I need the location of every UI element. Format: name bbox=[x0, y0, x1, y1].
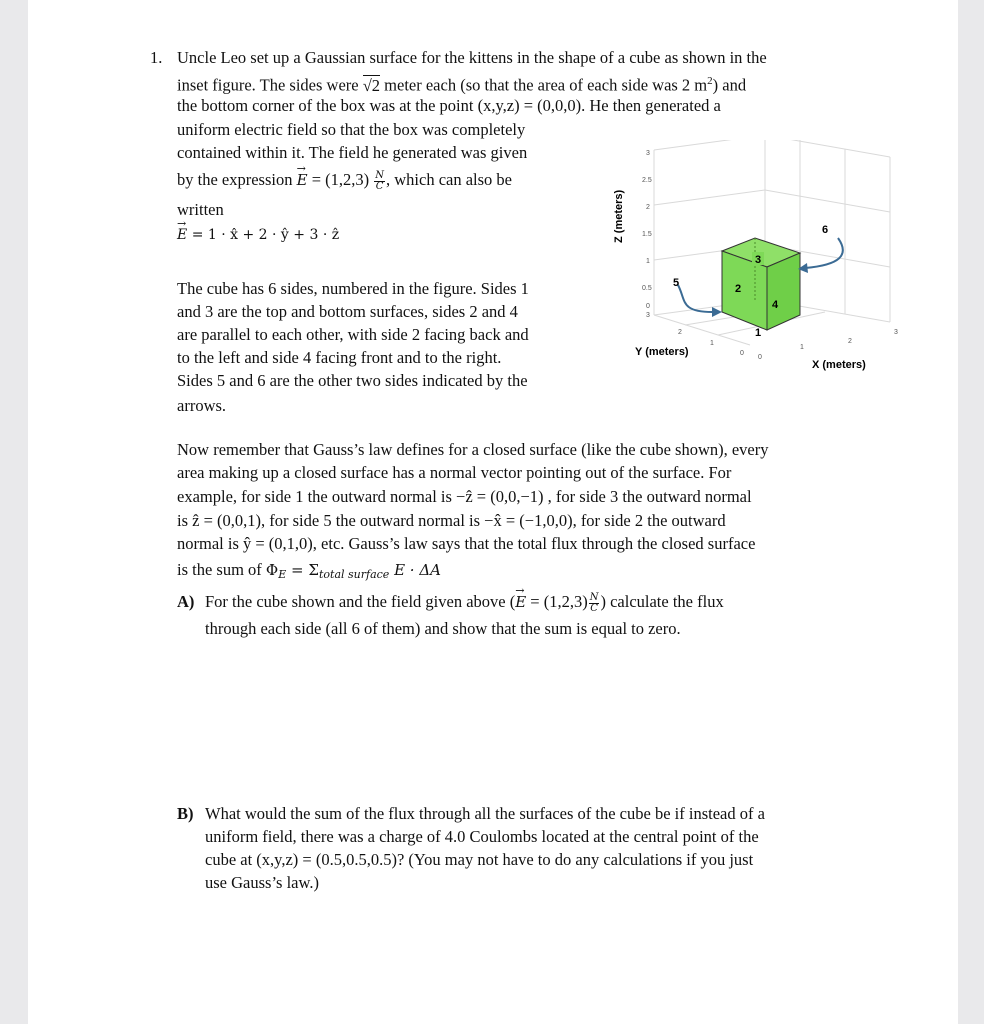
sides-line-1: The cube has 6 sides, numbered in the figure. Sides 1 bbox=[177, 279, 529, 298]
arrow-5-head bbox=[712, 307, 722, 317]
part-a-units bbox=[589, 593, 600, 614]
sqrt2: √2 bbox=[362, 75, 381, 95]
y-axis-label: Y (meters) bbox=[635, 346, 689, 358]
x-ticks bbox=[758, 329, 898, 361]
e-vector-3: → E bbox=[515, 591, 526, 615]
sum-of-text: is the sum of bbox=[177, 560, 262, 579]
z-tick: 0.5 bbox=[642, 285, 652, 292]
y-tick: 0 bbox=[740, 350, 744, 357]
flux-formula bbox=[266, 561, 441, 579]
side-label-6: 6 bbox=[822, 224, 829, 236]
side-label-1: 1 bbox=[755, 327, 762, 339]
z-tick: 2.5 bbox=[642, 177, 652, 184]
part-a-label: A) bbox=[177, 592, 195, 611]
gauss-line-5: normal is ŷ = (0,1,0), etc. Gauss’s law says that the total flux through the closed surface bbox=[177, 534, 756, 553]
intro-side-text: meter each (so that the area of each side was 2 m bbox=[384, 75, 708, 95]
by-expression: by the expression bbox=[177, 170, 293, 189]
part-b-label: B) bbox=[177, 804, 194, 823]
problem-number: 1. bbox=[150, 48, 163, 67]
sum-symbol: = Σ bbox=[286, 561, 319, 579]
part-b-line-3: cube at (x,y,z) = (0.5,0.5,0.5)? (You may not have to do any calculations if you just bbox=[205, 850, 754, 869]
sides-line-6: arrows. bbox=[177, 396, 227, 415]
x-axis-label: X (meters) bbox=[812, 359, 866, 371]
part-a-text-1: For the cube shown and the field given above ( bbox=[205, 592, 516, 611]
intro-line-2 bbox=[177, 70, 746, 97]
x-tick: 3 bbox=[894, 329, 898, 336]
side-label-2: 2 bbox=[735, 283, 742, 295]
x-tick: 1 bbox=[800, 344, 804, 351]
e-vector-2: → E bbox=[177, 224, 187, 248]
y-tick: 1 bbox=[710, 340, 714, 347]
frac-d: C bbox=[590, 602, 598, 614]
field-units bbox=[374, 171, 385, 192]
z-tick: 2 bbox=[646, 204, 650, 211]
frac-d: C bbox=[375, 180, 384, 192]
sum-subscript: total surface bbox=[318, 568, 390, 581]
field-expanded: 1 · x̂ + 2 · ŷ + 3 · ẑ bbox=[207, 227, 340, 243]
z-tick: 0 bbox=[646, 303, 650, 310]
phi-subscript: E bbox=[278, 568, 287, 581]
x-tick: 2 bbox=[848, 338, 852, 345]
intro-line-3: the bottom corner of the box was at the point (x,y,z) = (0,0,0). He then generated a bbox=[177, 96, 721, 115]
phi-symbol: Φ bbox=[265, 561, 279, 579]
intro-line-5: contained within it. The field he generated was given bbox=[177, 143, 528, 162]
y-tick: 3 bbox=[646, 312, 650, 319]
y-tick: 2 bbox=[678, 329, 682, 336]
z-ticks bbox=[642, 150, 652, 310]
e-dot-da: E · ΔA bbox=[394, 561, 442, 579]
superscript-2: 2 bbox=[707, 75, 713, 87]
x-tick: 0 bbox=[758, 354, 762, 361]
gauss-line-1: Now remember that Gauss’s law defines for a closed surface (like the cube shown), every bbox=[177, 440, 769, 459]
gauss-line-4: is ẑ = (0,0,1), for side 5 the outward normal is −x̂ = (−1,0,0), for side 2 the outward bbox=[177, 511, 726, 530]
part-a-line-1 bbox=[205, 590, 724, 615]
z-tick: 1.5 bbox=[642, 231, 652, 238]
side-label-3: 3 bbox=[755, 254, 762, 266]
z-axis-label: Z (meters) bbox=[613, 189, 625, 243]
field-expanded-equation: → E = 1 · x̂ + 2 · ŷ + 3 · ẑ bbox=[177, 224, 339, 248]
green-cube bbox=[722, 238, 800, 330]
intro-line-1: Uncle Leo set up a Gaussian surface for the kittens in the shape of a cube as shown in the bbox=[177, 48, 767, 67]
z-tick: 3 bbox=[646, 150, 650, 157]
part-a-field: = (1,2,3) bbox=[526, 592, 588, 611]
part-b-line-4: use Gauss’s law.) bbox=[205, 873, 319, 892]
cube-figure bbox=[600, 140, 930, 380]
side-label-5: 5 bbox=[673, 277, 680, 289]
part-b-line-1: What would the sum of the flux through all the surfaces of the cube be if instead of a bbox=[205, 804, 765, 823]
intro-line-4: uniform electric field so that the box was completely bbox=[177, 120, 526, 139]
frac-n: N bbox=[589, 591, 599, 603]
inset-text: inset figure. The sides were bbox=[177, 75, 359, 95]
intro-line-7: written bbox=[177, 200, 224, 219]
part-b-line-2: uniform field, there was a charge of 4.0 Coulombs located at the central point of the bbox=[205, 827, 759, 846]
sides-line-5: Sides 5 and 6 are the other two sides indicated by the bbox=[177, 371, 528, 390]
side-label-4: 4 bbox=[772, 299, 779, 311]
gauss-line-6 bbox=[177, 558, 441, 587]
intro-and: ) and bbox=[712, 75, 747, 95]
sides-line-4: to the left and side 4 facing front and to the right. bbox=[177, 348, 502, 367]
intro-line-6: by the expression → E = (1,2,3) $\frac{N}{C}$ , which can also be bbox=[177, 168, 512, 193]
sides-line-3: are parallel to each other, with side 2 facing back and bbox=[177, 325, 529, 344]
z-tick: 1 bbox=[646, 258, 650, 265]
part-a-line-2: through each side (all 6 of them) and show that the sum is equal to zero. bbox=[205, 619, 681, 638]
gauss-line-3: example, for side 1 the outward normal is −ẑ = (0,0,−1) , for side 3 the outward normal bbox=[177, 487, 752, 506]
gauss-line-2: area making up a closed surface has a normal vector pointing out of the surface. For bbox=[177, 463, 732, 482]
frac-n: N bbox=[375, 169, 384, 181]
field-value: (1,2,3) bbox=[325, 170, 370, 189]
part-a-text-2: ) calculate the flux bbox=[600, 592, 724, 611]
sides-line-2: and 3 are the top and bottom surfaces, sides 2 and 4 bbox=[177, 302, 518, 321]
can-also-be: , which can also be bbox=[386, 170, 512, 189]
e-vector: → E bbox=[297, 169, 308, 193]
